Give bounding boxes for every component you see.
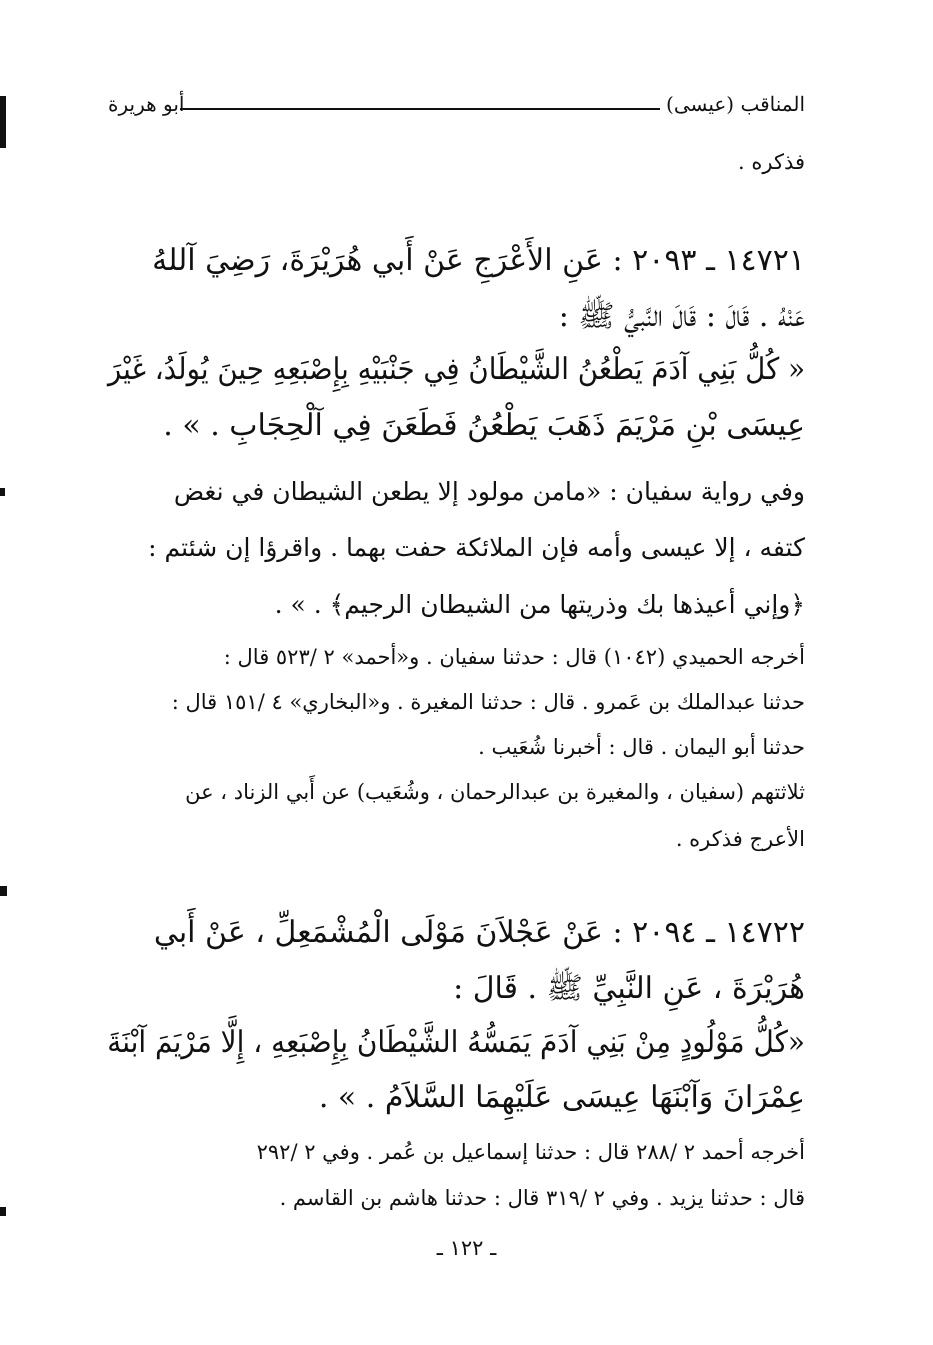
text-line-s1-l4: ثلاثتهم (سفيان ، والمغيرة بن عبدالرحمان ، وشُعَيب) عن أَبي الزناد ، عن (185, 780, 805, 804)
text-line-h1-l3: « كُلُّ بَنِي آدَمَ يَطْعُنُ الشَّيْطَانُ فِي جَنْبَيْهِ بِإِصْبَعِهِ حِينَ يُولَدُ، غَيْرَ (107, 352, 805, 387)
text-line-h1-l1: ١٤٧٢١ ـ ٢٠٩٣ : عَنِ الأَعْرَجِ عَنْ أَبي هُرَيْرَةَ، رَضِيَ آللهُ (152, 243, 805, 278)
text-line-h1-l2: عَنْهُ . قَالَ : قَالَ النَّبيُّ ﷺ : (558, 299, 805, 334)
text-line-p1-l2: كتفه ، إلا عيسى وأمه فإن الملائكة حفت بهما . واقرؤا إن شئتم : (148, 533, 805, 562)
text-line-h1-l4: عِيسَى بْنِ مَرْيَمَ ذَهَبَ يَطْعُنُ فَطَعَنَ فِي آلْحِجَابِ . » . (163, 408, 805, 443)
text-line-intro: فذكره . (738, 150, 805, 174)
text-line-s1-l5: الأعرج فذكره . (675, 827, 805, 851)
text-line-s1-l3: حدثنا أبو اليمان . قال : أخبرنا شُعَيب . (478, 735, 805, 759)
running-header-left: أبو هريرة (108, 92, 185, 116)
text-line-h2-l4: عِمْرَانَ وَآبْنَهَا عِيسَى عَلَيْهِمَا السَّلاَمُ . » . (318, 1080, 805, 1115)
text-line-s1-l2: حدثنا عبدالملك بن عَمرو . قال : حدثنا المغيرة . و«البخاري» ٤ /١٥١ قال : (171, 690, 805, 714)
text-line-p1-l3: ﴿وإني أعيذها بك وذريتها من الشيطان الرجيم﴾ . » . (274, 590, 805, 619)
scan-edge-mark (0, 886, 7, 896)
page-number: ـ ١٢٢ ـ (436, 1236, 497, 1260)
running-header-right: المناقب (عيسى) (666, 92, 805, 116)
text-line-h2-l1: ١٤٧٢٢ ـ ٢٠٩٤ : عَنْ عَجْلاَنَ مَوْلَى الْمُشْمَعِلِّ ، عَنْ أَبي (153, 915, 805, 950)
text-line-p1-l1: وفي رواية سفيان : «مامن مولود إلا يطعن الشيطان في نغض (173, 477, 805, 506)
scan-edge-mark (0, 1207, 6, 1216)
header-rule (180, 108, 660, 110)
text-line-h2-l2: هُرَيْرَةَ ، عَنِ النَّبِيِّ ﷺ . قَالَ : (453, 971, 805, 1006)
scan-edge-mark (0, 488, 5, 496)
text-line-s2-l1: أخرجه أحمد ٢ /٢٨٨ قال : حدثنا إسماعيل بن عُمر . وفي ٢ /٢٩٢ (256, 1140, 805, 1164)
text-line-s2-l2: قال : حدثنا يزيد . وفي ٢ /٣١٩ قال : حدثنا هاشم بن القاسم . (279, 1186, 805, 1210)
text-line-s1-l1: أخرجه الحميدي (١٠٤٢) قال : حدثنا سفيان . و«أحمد» ٢ /٥٢٣ قال : (223, 645, 805, 669)
text-line-h2-l3: «كُلُّ مَوْلُودٍ مِنْ بَنِي آدَمَ يَمَسُّهُ الشَّيْطَانُ بِإِصْبَعِهِ ، إِلَّا مَرْيَمَ آبْنَةَ (107, 1025, 806, 1060)
scan-edge-mark (0, 96, 6, 148)
